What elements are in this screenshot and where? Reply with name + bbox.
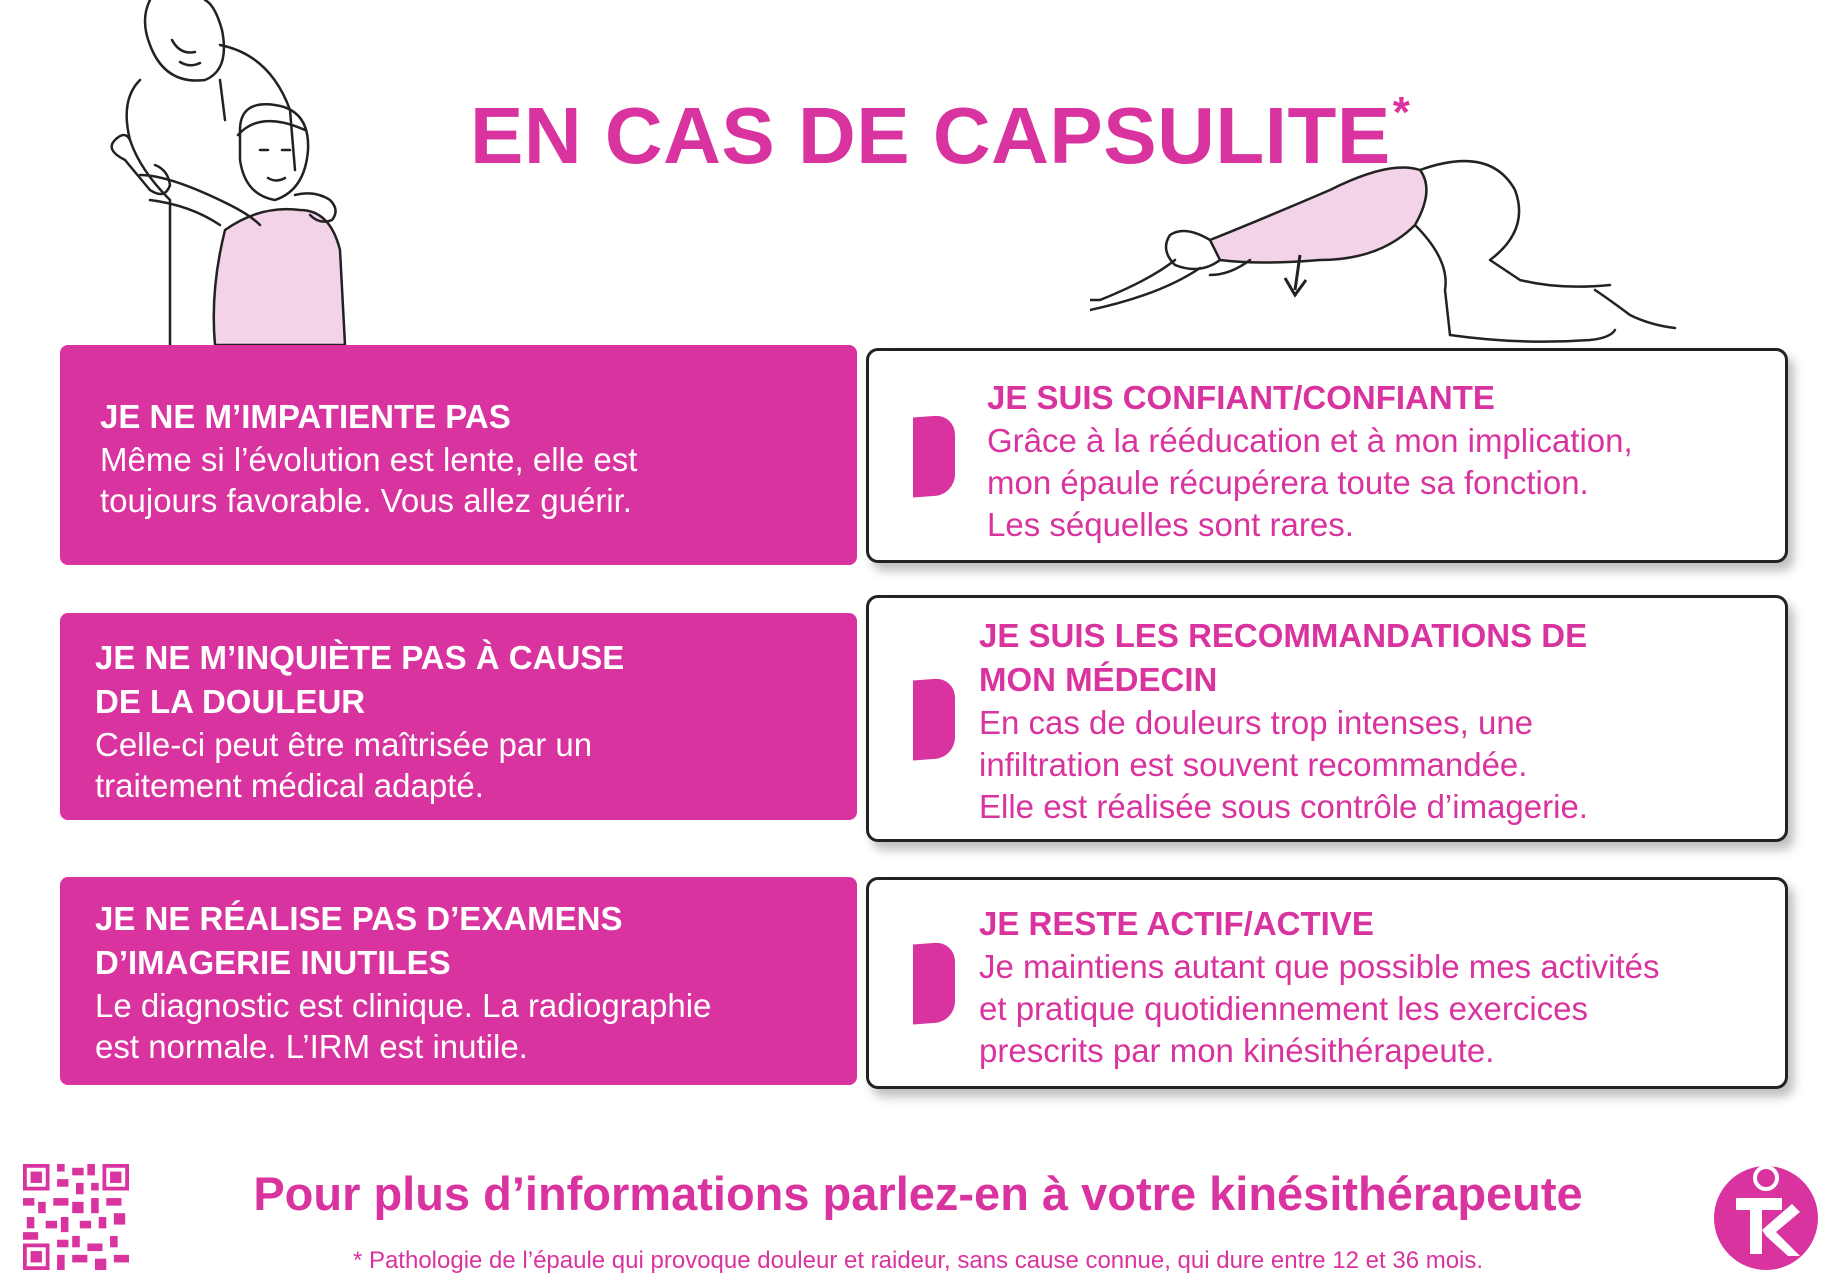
card-body: En cas de douleurs trop intenses, une infiltration est souvent recommandée. Elle est réalisée sous contrôle d’imagerie. xyxy=(979,704,1588,825)
pink-notch xyxy=(913,677,955,760)
card-body: Grâce à la rééducation et à mon implication, mon épaule récupérera toute sa fonction. Les séquelles sont rares. xyxy=(987,422,1633,543)
right-card-doctor xyxy=(866,595,1788,842)
card-heading: JE SUIS LES RECOMMANDATIONS DE MON MÉDECIN xyxy=(979,617,1588,698)
left-card-pain xyxy=(60,613,857,820)
card-heading: JE RESTE ACTIF/ACTIVE xyxy=(979,905,1374,942)
card-body: Même si l’évolution est lente, elle est toujours favorable. Vous allez guérir. xyxy=(100,441,638,519)
footer-note: * Pathologie de l’épaule qui provoque douleur et raideur, sans cause connue, qui dure entre 12 et 36 mois. xyxy=(352,1247,1484,1274)
pink-notch xyxy=(913,942,955,1025)
card-heading: JE SUIS CONFIANT/CONFIANTE xyxy=(987,379,1495,416)
page-title: EN CAS DE CAPSULITE* xyxy=(470,88,1411,180)
right-card-active xyxy=(866,877,1788,1089)
pink-notch xyxy=(913,414,955,497)
card-heading: JE NE RÉALISE PAS D’EXAMENS D’IMAGERIE INUTILES xyxy=(95,900,623,981)
therapist-patient-illustration xyxy=(110,0,410,345)
left-card-imaging xyxy=(60,877,857,1085)
card-heading: JE NE M’IMPATIENTE PAS xyxy=(100,398,511,435)
footer-cta: Pour plus d’informations parlez-en à votre kinésithérapeute xyxy=(253,1167,1583,1220)
card-body: Celle-ci peut être maîtrisée par un traitement médical adapté. xyxy=(95,726,593,804)
right-card-confident xyxy=(866,348,1788,563)
left-card-impatience xyxy=(60,345,857,565)
card-heading: JE NE M’INQUIÈTE PAS À CAUSE DE LA DOULEUR xyxy=(95,639,625,720)
card-body: Le diagnostic est clinique. La radiographie est normale. L’IRM est inutile. xyxy=(95,987,712,1065)
card-body: Je maintiens autant que possible mes activités et pratique quotidiennement les exercices prescrits par mon kinésithérapeute. xyxy=(979,948,1660,1069)
kine-logo-icon xyxy=(1710,1160,1822,1272)
